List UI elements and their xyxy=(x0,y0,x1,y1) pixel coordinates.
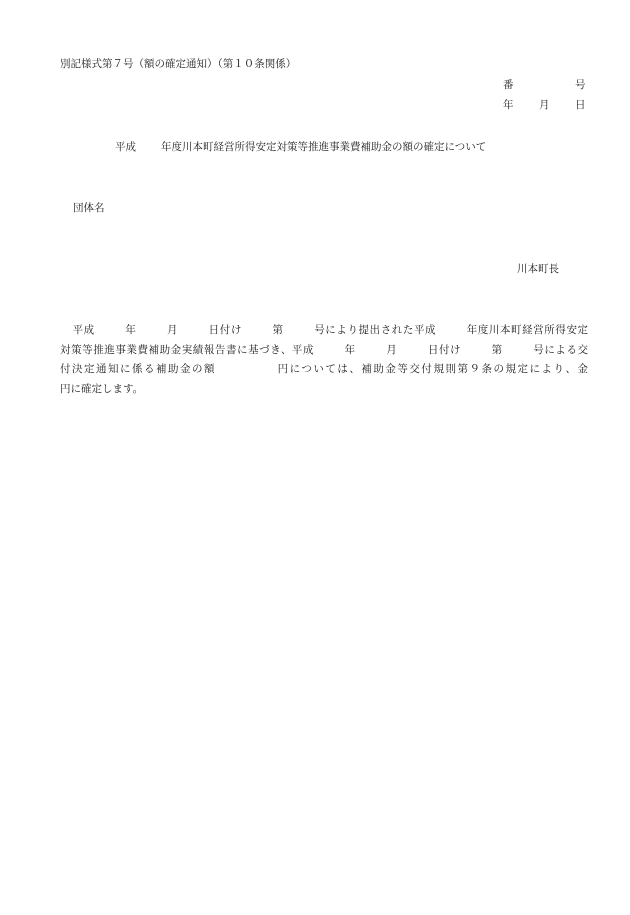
body-year: 年 xyxy=(124,324,137,336)
body-text xyxy=(60,321,588,399)
body-text-segment: 付決定通知に係る補助金の額 xyxy=(60,363,217,375)
body-number-prefix: 第 xyxy=(271,324,284,336)
date-day-label: 日 xyxy=(575,99,586,111)
recipient-label: 団体名 xyxy=(73,202,105,214)
body-text-segment: 円に確定します。 xyxy=(60,382,144,395)
body-line-3 xyxy=(60,360,588,380)
body-date-suffix: 日付け xyxy=(427,343,462,356)
date-year-label: 年 xyxy=(503,99,514,111)
body-text-segment: 号により提出された平成 xyxy=(313,324,437,336)
sender-name: 川本町長 xyxy=(517,263,559,275)
body-text-segment: 対策等推進事業費補助金実績報告書に基づき、平成 xyxy=(60,343,315,356)
form-label: 別記様式第７号（額の確定通知）（第１０条関係） xyxy=(60,58,297,70)
subject-era: 平成 xyxy=(115,141,136,153)
body-date-suffix: 日付け xyxy=(208,324,242,336)
document-number-label: 番 xyxy=(503,79,514,91)
document-number-suffix: 号 xyxy=(575,79,586,91)
subject-line xyxy=(115,140,486,154)
body-month: 月 xyxy=(385,343,398,356)
body-number-prefix: 第 xyxy=(491,343,503,356)
body-year: 年 xyxy=(344,343,356,356)
body-line-1 xyxy=(60,321,588,341)
body-text-segment: 年度川本町経営所得安定 xyxy=(466,324,589,336)
body-text-segment: 号による交 xyxy=(532,343,589,356)
subject-title: 年度川本町経営所得安定対策等推進事業費補助金の額の確定について xyxy=(161,141,487,153)
body-month: 月 xyxy=(166,324,179,336)
date-month-label: 月 xyxy=(539,99,550,111)
body-era: 平成 xyxy=(72,324,95,336)
body-line-2 xyxy=(60,341,588,361)
body-text-segment: 円については、補助金等交付規則第９条の規定により、金 xyxy=(276,363,589,375)
body-line-4 xyxy=(60,380,588,400)
